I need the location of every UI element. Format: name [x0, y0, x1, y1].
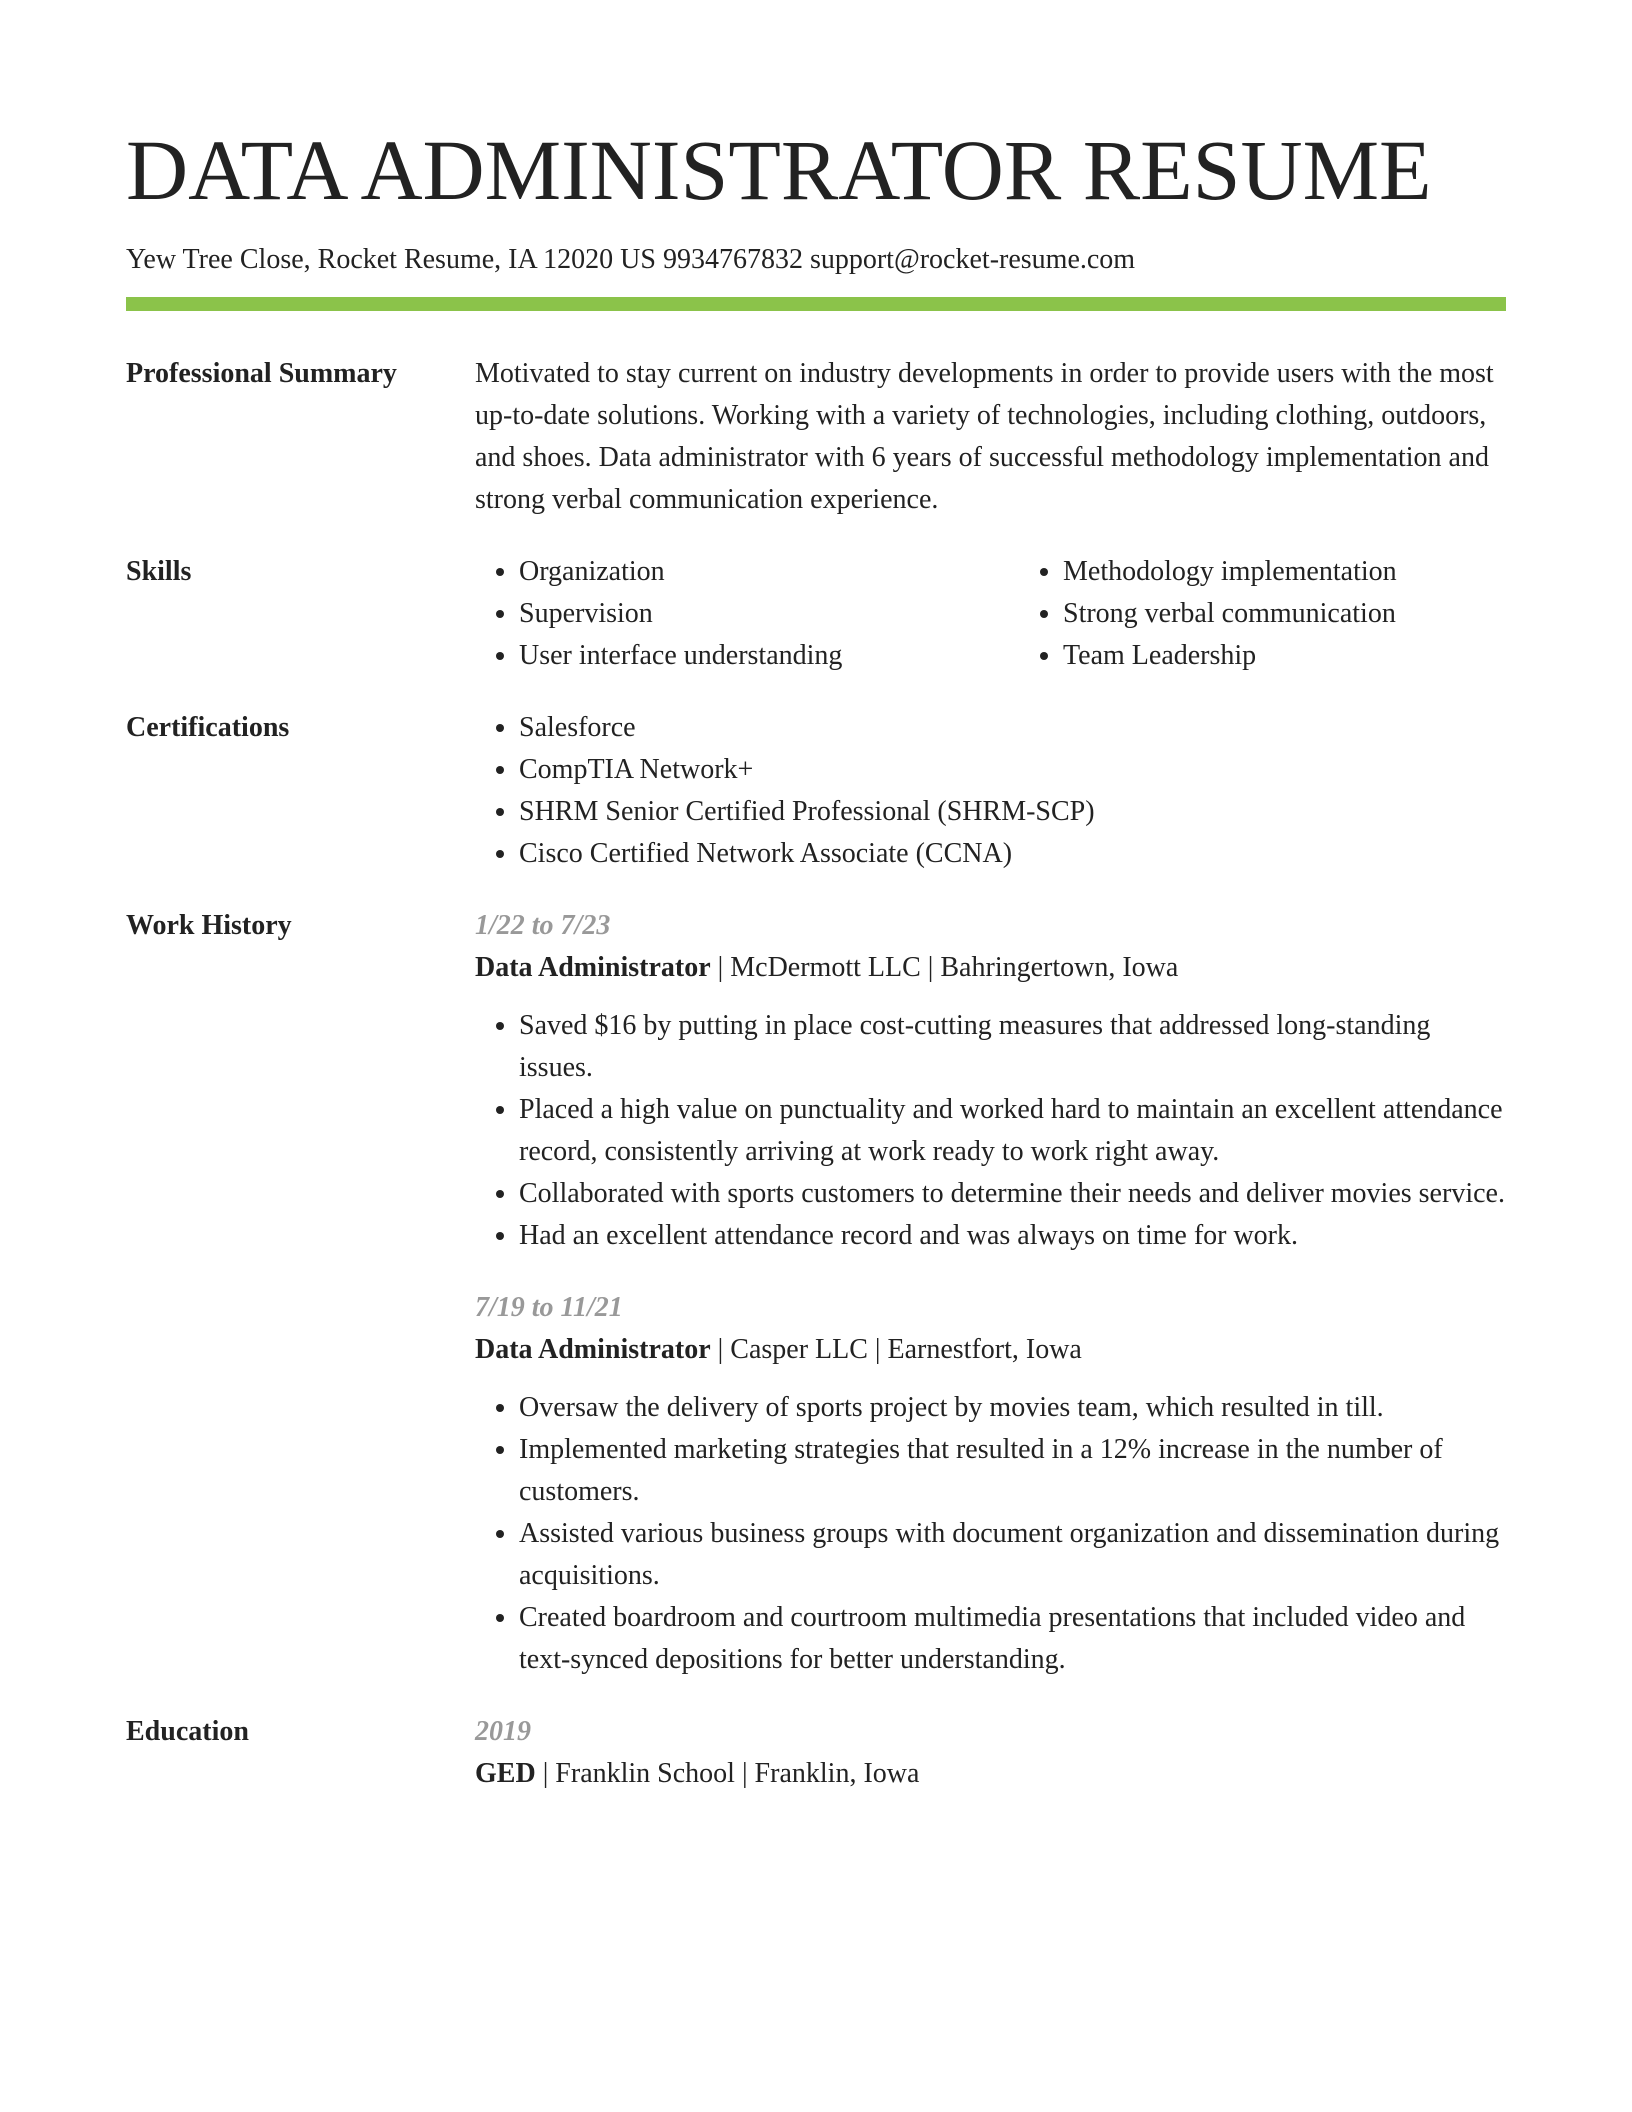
skills-list-col1: [475, 551, 1019, 677]
job-entry: [475, 1287, 1506, 1681]
skill-item: • User interface understanding: [519, 635, 1019, 677]
skills-section: [126, 551, 1506, 677]
certification-item: • Salesforce: [519, 707, 1506, 749]
job-bullets: [475, 1387, 1506, 1681]
job-bullet: • Collaborated with sports customers to determine their needs and deliver movies service.: [519, 1173, 1506, 1215]
job-details: | McDermott LLC | Bahringertown, Iowa: [710, 952, 1179, 983]
certifications-content: [475, 707, 1506, 875]
job-bullet: • Created boardroom and courtroom multimedia presentations that included video and text-synced depositions for better understanding.: [519, 1597, 1506, 1681]
job-bullet: • Oversaw the delivery of sports project by movies team, which resulted in till.: [519, 1387, 1506, 1429]
summary-content: [475, 353, 1506, 521]
job-details: | Casper LLC | Earnestfort, Iowa: [710, 1334, 1082, 1365]
education-content: [475, 1711, 1506, 1795]
job-role-line: [475, 947, 1506, 989]
skill-item: • Organization: [519, 551, 1019, 593]
section-label-education: Education: [126, 1716, 249, 1747]
job-role-line: [475, 1329, 1506, 1371]
work-history-section: [126, 905, 1506, 1681]
job-bullet: • Saved $16 by putting in place cost-cutting measures that addressed long-standing issues.: [519, 1005, 1506, 1089]
certifications-list: [475, 707, 1506, 875]
work-history-content: [475, 905, 1506, 1681]
skill-item: • Team Leadership: [1063, 635, 1563, 677]
certification-item: • CompTIA Network+: [519, 749, 1506, 791]
job-dates: 1/22 to 7/23: [475, 910, 611, 941]
education-section: [126, 1711, 1506, 1795]
job-dates: 7/19 to 11/21: [475, 1292, 623, 1323]
education-line: [475, 1753, 1506, 1795]
section-label-work-history: Work History: [126, 910, 292, 941]
contact-line: Yew Tree Close, Rocket Resume, IA 12020 US 9934767832 support@rocket-resume.com: [126, 244, 1136, 275]
job-bullets: [475, 1005, 1506, 1257]
job-entry: [475, 905, 1506, 1257]
skills-content: [475, 551, 1563, 677]
skill-item: • Methodology implementation: [1063, 551, 1563, 593]
certification-item: • Cisco Certified Network Associate (CCNA): [519, 833, 1506, 875]
certification-item: • SHRM Senior Certified Professional (SHRM-SCP): [519, 791, 1506, 833]
accent-divider: [126, 297, 1506, 311]
job-title: Data Administrator: [475, 1334, 711, 1365]
resume-title: DATA ADMINISTRATOR RESUME: [126, 122, 1432, 218]
summary-text: Motivated to stay current on industry developments in order to provide users with the most up-to-date solutions. Working with a variety of technologies, including clothing, outdoors, and shoes. Data administrator with 6 years of successful methodology implementation and strong verbal communication experience.: [475, 358, 1494, 515]
summary-section: [126, 353, 1506, 521]
section-label-certifications: Certifications: [126, 712, 290, 743]
section-label-summary: Professional Summary: [126, 358, 397, 389]
job-bullet: • Assisted various business groups with document organization and dissemination during acquisitions.: [519, 1513, 1506, 1597]
job-bullet: • Placed a high value on punctuality and worked hard to maintain an excellent attendance record, consistently arriving at work ready to work right away.: [519, 1089, 1506, 1173]
education-degree: GED: [475, 1758, 536, 1789]
skill-item: • Supervision: [519, 593, 1019, 635]
skill-item: • Strong verbal communication: [1063, 593, 1563, 635]
job-title: Data Administrator: [475, 952, 711, 983]
job-bullet: • Had an excellent attendance record and was always on time for work.: [519, 1215, 1506, 1257]
education-details: | Franklin School | Franklin, Iowa: [535, 1758, 920, 1789]
education-year: 2019: [475, 1716, 531, 1747]
section-label-skills: Skills: [126, 556, 192, 587]
job-bullet: • Implemented marketing strategies that resulted in a 12% increase in the number of customers.: [519, 1429, 1506, 1513]
certifications-section: [126, 707, 1506, 875]
skills-list-col2: [1019, 551, 1563, 677]
